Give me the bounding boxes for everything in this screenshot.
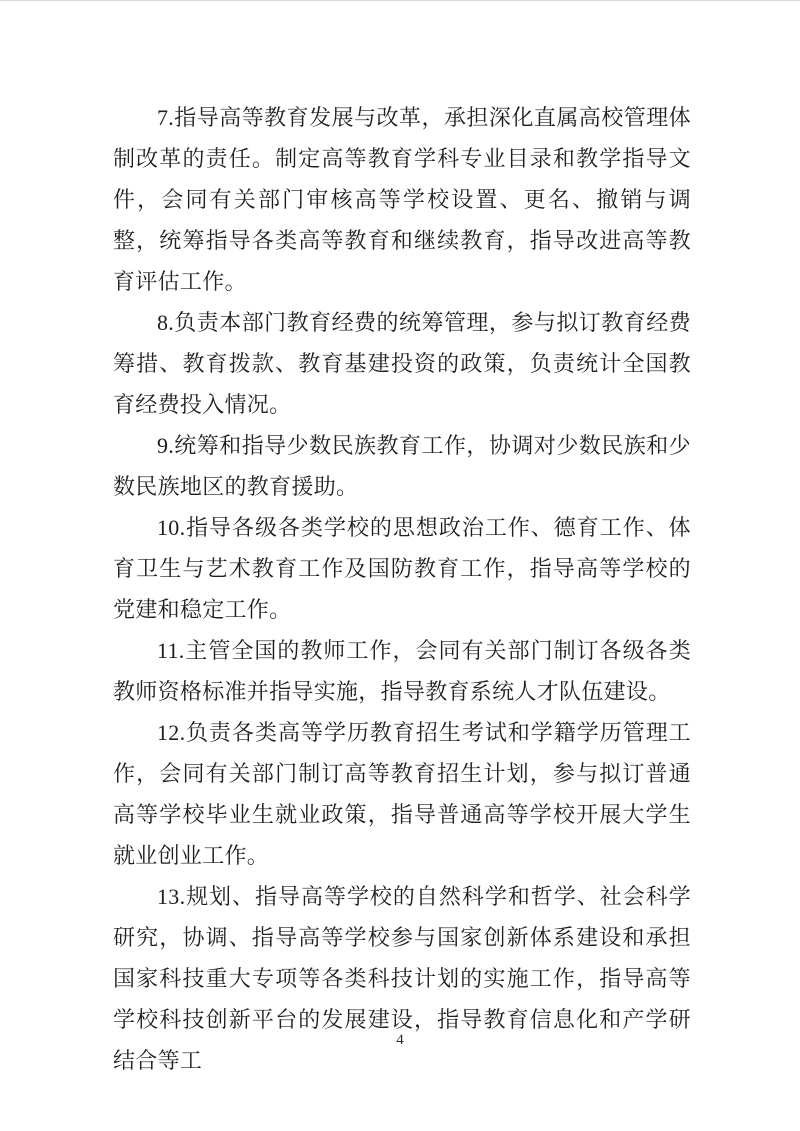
document-body: [113, 97, 691, 1081]
paragraph-item-13: 13.规划、指导高等学校的自然科学和哲学、社会科学研究，协调、指导高等学校参与国家创新体系建设和承担国家科技重大专项等各类科技计划的实施工作，指导高等学校科技创新平台的发展建设，指导教育信息化和产学研结合等工: [113, 884, 691, 1073]
paragraph-item-12: 12.负责各类高等学历教育招生考试和学籍学历管理工作，会同有关部门制订高等教育招生计划，参与拟订普通高等学校毕业生就业政策，指导普通高等学校开展大学生就业创业工作。: [113, 720, 691, 868]
paragraph-item-9: 9.统筹和指导少数民族教育工作，协调对少数民族和少数民族地区的教育援助。: [113, 433, 691, 499]
paragraph-item-10: 10.指导各级各类学校的思想政治工作、德育工作、体育卫生与艺术教育工作及国防教育工作，指导高等学校的党建和稳定工作。: [113, 515, 691, 622]
page-number: 4: [396, 1032, 404, 1048]
paragraph-item-8: 8.负责本部门教育经费的统筹管理，参与拟订教育经费筹措、教育拨款、教育基建投资的政策，负责统计全国教育经费投入情况。: [113, 310, 691, 417]
page-footer: [0, 1031, 800, 1049]
paragraph-item-7: 7.指导高等教育发展与改革，承担深化直属高校管理体制改革的责任。制定高等教育学科专业目录和教学指导文件，会同有关部门审核高等学校设置、更名、撤销与调整，统筹指导各类高等教育和继续教育，指导改进高等教育评估工作。: [113, 105, 691, 294]
scan-artifact-line: [0, 0, 800, 1]
paragraph-item-11: 11.主管全国的教师工作，会同有关部门制订各级各类教师资格标准并指导实施，指导教育系统人才队伍建设。: [113, 638, 691, 704]
